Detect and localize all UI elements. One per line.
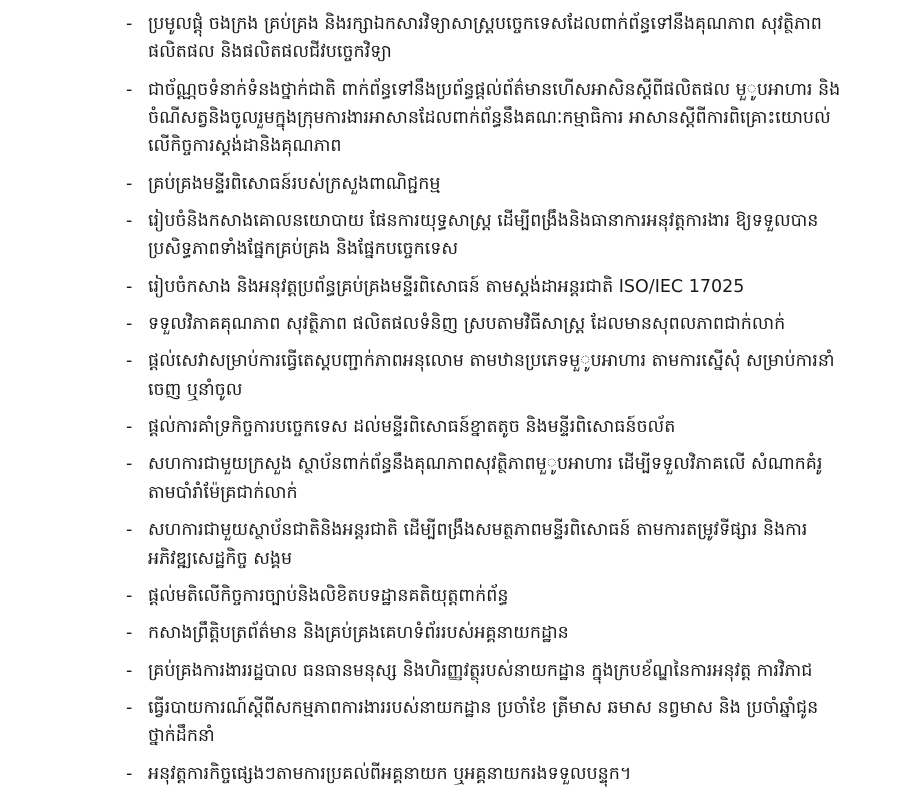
- bullet-dash-icon: -: [126, 173, 133, 194]
- list-item-text: រៀបចំកសាង និងអនុវត្តប្រព័ន្ធគ្រប់គ្រងមន្ទីរពិសោធន៍ តាមស្តង់ដាអន្តរជាតិ ISO/IEC 17025: [148, 276, 745, 297]
- list-item: [126, 170, 843, 198]
- list-item: [126, 582, 843, 610]
- list-item: [126, 76, 843, 161]
- bullet-dash-icon: -: [126, 585, 133, 606]
- list-item-text: ធ្វើរបាយការណ៍ស្តីពីសកម្មភាពការងាររបស់នាយកដ្ឋាន ប្រចាំខែ ត្រីមាស ឆមាស នព្វមាស និង ប្រចាំឆ្នាំជូនថ្នាក់ដឹកនាំ: [148, 697, 819, 747]
- list-item: [126, 347, 843, 404]
- list-item-text: ផ្តល់ការគាំទ្រកិច្ចការបច្ចេកទេស ដល់មន្ទីរពិសោធន៍ខ្នាតតូច និងមន្ទីរពិសោធន៍ចល័ត: [148, 417, 676, 438]
- list-item-text: ជាច័ណ្ណចទំនាក់ទំនងថ្នាក់ជាតិ ពាក់ព័ន្ធទៅនឹងប្រព័ន្ធផ្តល់ព័ត៌មានហើសអាសិនស្តីពីផលិតផល មួូបអាហារ និងចំណីសត្វនិងចូលរួមក្នុងក្រុមការងារអាសានដែលពាក់ព័ន្ធនឹងគណៈកម្មាធិការ អាសានស្តីពីការពិគ្រោះយោបល់លើកិច្ចការស្តង់ដានិងគុណភាព: [148, 79, 841, 157]
- list-item-text: ផ្តល់សេវាសម្រាប់ការធ្វើតេស្តបញ្ជាក់ភាពអនុលោម តាមឋានប្រភេទមួូបអាហារ តាមការស្នើសុំ សម្រាប់ការនាំចេញ ឬនាំចូល: [148, 351, 835, 400]
- bullet-dash-icon: -: [126, 14, 133, 34]
- bullet-dash-icon: -: [126, 660, 133, 681]
- bullet-dash-icon: -: [126, 417, 133, 438]
- bullet-dash-icon: -: [126, 276, 133, 297]
- list-item: [126, 694, 843, 751]
- list-item: [126, 273, 843, 301]
- list-item: [126, 619, 843, 647]
- responsibilities-list: [126, 10, 843, 788]
- bullet-dash-icon: -: [126, 623, 133, 644]
- list-item: [126, 413, 843, 441]
- list-item: [126, 516, 843, 573]
- list-item: [126, 310, 843, 338]
- bullet-dash-icon: -: [126, 454, 133, 475]
- list-item-text: គ្រប់គ្រងការងាររដ្ឋបាល ធនធានមនុស្ស និងហិរញ្ញវត្ថុរបស់នាយកដ្ឋាន ក្នុងក្របខ័ណ្ឌនៃការអនុវត្ត ការវិភាជ: [148, 660, 813, 681]
- list-item-text: អនុវត្តការកិច្ចផ្សេងៗតាមការប្រគល់ពីអគ្គនាយក ឬអគ្គនាយករងទទួលបន្ទុក។: [148, 763, 632, 784]
- bullet-dash-icon: -: [126, 520, 133, 541]
- list-item-text: ទទួលវិភាគគុណភាព សុវត្ថិភាព ផលិតផលទំនិញ ស្របតាមវិធីសាស្ត្រ ដែលមានសុពលភាពជាក់លាក់: [148, 314, 786, 335]
- list-item: [126, 450, 843, 507]
- list-item: [126, 207, 843, 264]
- list-item-text: ផ្តល់មតិលើកិច្ចការច្បាប់និងលិខិតបទដ្ឋានគតិយុត្តពាក់ព័ន្ធ: [148, 585, 509, 606]
- list-item-text: រៀបចំនិងកសាងគោលនយោបាយ ផែនការយុទ្ធសាស្ត្រ ដើម្បីពង្រឹងនិងធានាការអនុវត្តការងារ ឱ្យទទួលបានប្រសិទ្ធភាពទាំងផ្នែកគ្រប់គ្រង និងផ្នែកបច្ចេកទេស: [148, 211, 819, 260]
- list-item: [126, 10, 843, 67]
- bullet-dash-icon: -: [126, 351, 133, 372]
- list-item-text: គ្រប់គ្រងមន្ទីរពិសោធន៍របស់ក្រសួងពាណិជ្ជកម្ម: [148, 173, 441, 194]
- list-item-text: សហការជាមួយក្រសួង ស្ថាប័នពាក់ព័ន្ធនឹងគុណភាពសុវត្ថិភាពមួូបអាហារ ដើម្បីទទួលវិភាគលើ សំណាកគំរូ តាមបាំរាំម៉ែគ្រជាក់លាក់: [148, 454, 823, 503]
- bullet-dash-icon: -: [126, 211, 133, 232]
- list-item-text: ប្រមូលផ្តុំ ចងក្រង គ្រប់គ្រង និងរក្សាឯកសារវិទ្យាសាស្ត្របច្ចេកទេសដែលពាក់ព័ន្ធទៅនឹងគុណភាព សុវត្ថិភាពផលិតផល និងផលិតផលជីវបច្ចេកវិទ្យា: [148, 14, 822, 63]
- bullet-dash-icon: -: [126, 763, 133, 784]
- bullet-dash-icon: -: [126, 314, 133, 335]
- bullet-dash-icon: -: [126, 79, 133, 100]
- list-item-text: សហការជាមួយស្ថាប័នជាតិនិងអន្តរជាតិ ដើម្បីពង្រឹងសមត្ថភាពមន្ទីរពិសោធន៍ តាមការតម្រូវទីផ្សារ និងការអភិវឌ្ឍសេដ្ឋកិច្ច សង្គម: [148, 520, 808, 569]
- list-item: [126, 657, 843, 685]
- list-item-text: កសាងព្រឹត្តិបត្រព័ត៌មាន និងគ្រប់គ្រងគេហទំព័ររបស់អគ្គនាយកដ្ឋាន: [148, 623, 569, 644]
- list-item: [126, 760, 843, 788]
- bullet-dash-icon: -: [126, 697, 133, 718]
